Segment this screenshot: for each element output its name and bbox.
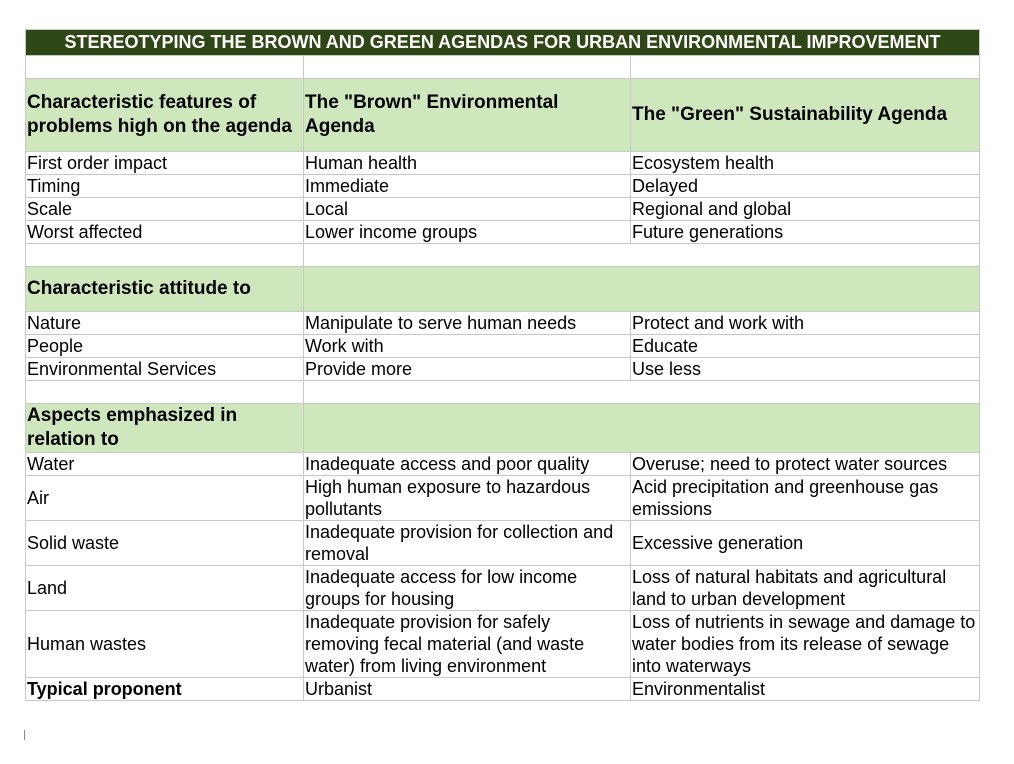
row-label[interactable]: Nature: [26, 312, 304, 335]
brown-cell[interactable]: Inadequate provision for collection and removal: [304, 521, 631, 566]
green-cell[interactable]: Delayed: [631, 175, 980, 198]
table-row: [26, 358, 980, 381]
brown-cell[interactable]: Work with: [304, 335, 631, 358]
table-row: [26, 611, 980, 678]
table-row: [26, 198, 980, 221]
table-row: [26, 566, 980, 611]
brown-cell[interactable]: Lower income groups: [304, 221, 631, 244]
green-cell[interactable]: Use less: [631, 358, 980, 381]
row-label[interactable]: Human wastes: [26, 611, 304, 678]
table-row: [26, 152, 980, 175]
features-heading[interactable]: Characteristic features of problems high on the agenda: [26, 79, 304, 152]
table-row: [26, 678, 980, 701]
row-label[interactable]: Timing: [26, 175, 304, 198]
table-row: [26, 312, 980, 335]
row-label[interactable]: Scale: [26, 198, 304, 221]
spacer-row: [26, 56, 980, 79]
empty-cell[interactable]: [26, 381, 304, 404]
green-cell[interactable]: Future generations: [631, 221, 980, 244]
brown-cell[interactable]: High human exposure to hazardous pollutants: [304, 476, 631, 521]
row-label[interactable]: Solid waste: [26, 521, 304, 566]
aspects-heading[interactable]: Aspects emphasized in relation to: [26, 404, 304, 453]
row-label[interactable]: Worst affected: [26, 221, 304, 244]
brown-cell[interactable]: Inadequate access for low income groups for housing: [304, 566, 631, 611]
row-label[interactable]: Land: [26, 566, 304, 611]
green-cell[interactable]: Excessive generation: [631, 521, 980, 566]
empty-cell[interactable]: [26, 244, 304, 267]
green-cell[interactable]: Loss of natural habitats and agricultural land to urban development: [631, 566, 980, 611]
brown-cell[interactable]: Local: [304, 198, 631, 221]
green-cell[interactable]: Acid precipitation and greenhouse gas emissions: [631, 476, 980, 521]
brown-cell[interactable]: Manipulate to serve human needs: [304, 312, 631, 335]
empty-cell[interactable]: [304, 404, 980, 453]
brown-cell[interactable]: Inadequate provision for safely removing fecal material (and waste water) from living environment: [304, 611, 631, 678]
table-title[interactable]: STEREOTYPING THE BROWN AND GREEN AGENDAS FOR URBAN ENVIRONMENTAL IMPROVEMENT: [26, 30, 980, 56]
agenda-table: [25, 29, 980, 701]
green-cell[interactable]: Educate: [631, 335, 980, 358]
brown-agenda-heading[interactable]: The "Brown" Environmental Agenda: [304, 79, 631, 152]
empty-cell[interactable]: [304, 381, 980, 404]
table-row: [26, 521, 980, 566]
brown-cell[interactable]: Provide more: [304, 358, 631, 381]
green-cell[interactable]: Loss of nutrients in sewage and damage to water bodies from its release of sewage into waterways: [631, 611, 980, 678]
empty-cell[interactable]: [304, 267, 980, 312]
section-heading-row: [26, 267, 980, 312]
green-cell[interactable]: Overuse; need to protect water sources: [631, 453, 980, 476]
section-heading-row: [26, 404, 980, 453]
cell-cursor-line: [24, 730, 25, 740]
empty-cell[interactable]: [26, 56, 304, 79]
green-cell[interactable]: Protect and work with: [631, 312, 980, 335]
table-row: [26, 175, 980, 198]
brown-cell[interactable]: Human health: [304, 152, 631, 175]
green-cell[interactable]: Ecosystem health: [631, 152, 980, 175]
brown-cell[interactable]: Immediate: [304, 175, 631, 198]
row-label[interactable]: Water: [26, 453, 304, 476]
table-row: [26, 476, 980, 521]
header-row: [26, 79, 980, 152]
spacer-row: [26, 244, 980, 267]
attitude-heading[interactable]: Characteristic attitude to: [26, 267, 304, 312]
green-agenda-heading[interactable]: The "Green" Sustainability Agenda: [631, 79, 980, 152]
brown-cell[interactable]: Inadequate access and poor quality: [304, 453, 631, 476]
brown-cell[interactable]: Urbanist: [304, 678, 631, 701]
spacer-row: [26, 381, 980, 404]
row-label[interactable]: Environmental Services: [26, 358, 304, 381]
green-cell[interactable]: Regional and global: [631, 198, 980, 221]
table-row: [26, 335, 980, 358]
title-row: [26, 30, 980, 56]
row-label[interactable]: People: [26, 335, 304, 358]
table-row: [26, 453, 980, 476]
row-label[interactable]: Air: [26, 476, 304, 521]
table-row: [26, 221, 980, 244]
row-label[interactable]: Typical proponent: [26, 678, 304, 701]
empty-cell[interactable]: [304, 56, 631, 79]
green-cell[interactable]: Environmentalist: [631, 678, 980, 701]
row-label[interactable]: First order impact: [26, 152, 304, 175]
empty-cell[interactable]: [631, 56, 980, 79]
empty-cell[interactable]: [304, 244, 980, 267]
